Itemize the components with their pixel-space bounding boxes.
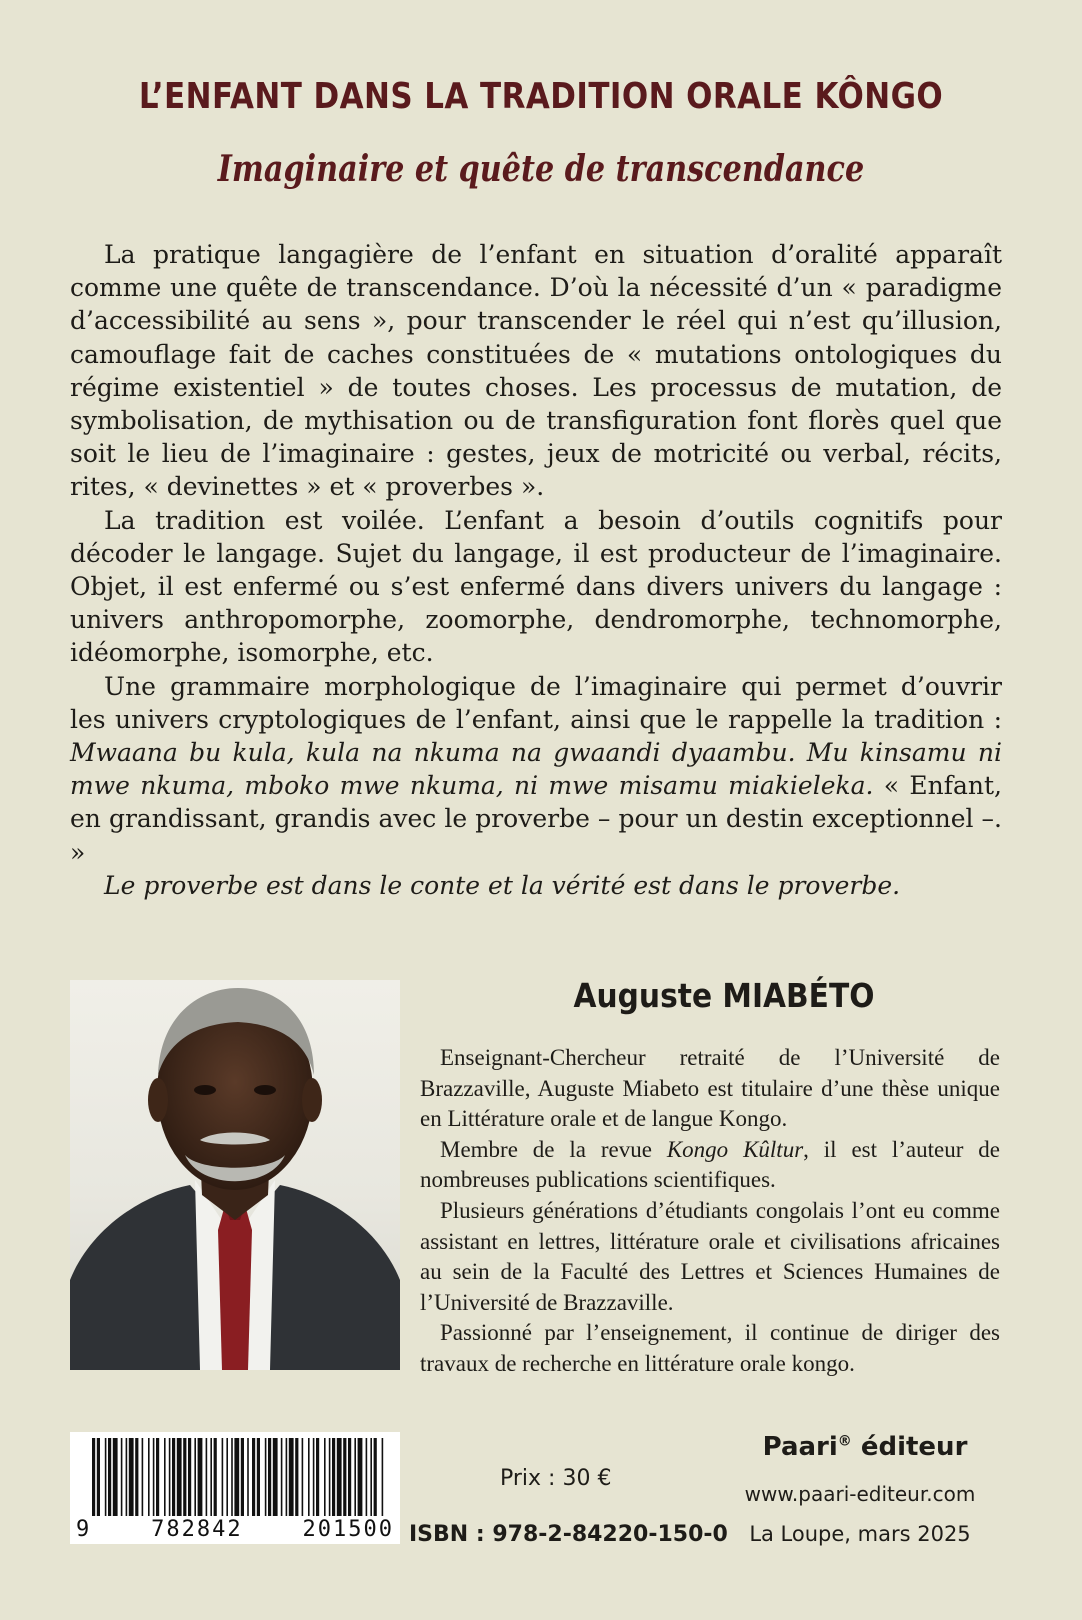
barcode-bar [234, 1438, 239, 1516]
bio-p2-end: , il est l’auteur de nombreuses publications scientifiques. [420, 1136, 1000, 1193]
barcode-bar [382, 1438, 384, 1516]
barcode-bar [348, 1438, 351, 1516]
barcode-bar [313, 1438, 315, 1516]
author-biography [420, 1043, 1000, 1380]
barcode-bar [316, 1438, 319, 1516]
barcode-bar [156, 1438, 159, 1516]
author-photo [70, 980, 400, 1370]
barcode-bar [222, 1438, 224, 1516]
barcode-bar [126, 1438, 128, 1516]
barcode-bar [332, 1438, 335, 1516]
barcode-bar [194, 1438, 196, 1516]
barcode-bar [188, 1438, 191, 1516]
barcode-bar [148, 1438, 150, 1516]
barcode-bar [374, 1438, 377, 1516]
barcode-bar [343, 1438, 346, 1516]
barcode-bar [226, 1438, 228, 1516]
barcode-bar [370, 1438, 372, 1516]
author-name: Auguste MIABÉTO [573, 976, 875, 1015]
isbn-barcode [70, 1432, 400, 1544]
barcode-bar [268, 1438, 271, 1516]
blurb-closing-line: Le proverbe est dans le conte et la vérité est dans le proverbe. [104, 870, 901, 900]
book-title: L’ENFANT DANS LA TRADITION ORALE KÔNGO [138, 76, 944, 117]
publisher-suffix: éditeur [851, 1432, 968, 1462]
barcode-bar [172, 1438, 175, 1516]
barcode-digit-group-2: 782842 [151, 1517, 243, 1542]
barcode-bar [169, 1438, 171, 1516]
barcode-bar [286, 1438, 288, 1516]
barcode-bar [324, 1438, 326, 1516]
barcode-bar [273, 1438, 278, 1516]
barcode-bar [329, 1438, 331, 1516]
barcode-bar [337, 1438, 342, 1516]
book-subtitle: Imaginaire et quête de transcendance [217, 148, 865, 190]
back-cover-blurb [70, 238, 1002, 902]
barcode-bar [354, 1438, 356, 1516]
barcode-bar [177, 1438, 182, 1516]
barcode-bar [105, 1438, 107, 1516]
isbn-label: ISBN : 978-2-84220-150-0 [409, 1522, 728, 1547]
price-label: Prix : 30 € [500, 1466, 612, 1491]
barcode-bar [92, 1438, 95, 1516]
barcode-bar [108, 1438, 111, 1516]
barcode-digits [70, 1517, 400, 1542]
registered-mark: ® [837, 1433, 852, 1450]
barcode-bar [257, 1438, 260, 1516]
barcode-bar [308, 1438, 310, 1516]
blurb-paragraph-1: La pratique langagière de l’enfant en situation d’oralité apparaît comme une quête de transcendance. D’où la nécessité d’un « paradigme d’accessibilité au sens », pour transcender le réel qui n’est qu’illusion, camouflage fait de caches constituées de « mutations ontologiques du régime existentiel » de toutes choses. Les processus de mutation, de symbolisation, de mythisation ou de transfiguration font florès quel que soit le lieu de l’imaginaire : gestes, jeux de motricité ou verbal, récits, rites, « devinettes » et « proverbes ». [70, 240, 1002, 502]
barcode-bar [358, 1438, 363, 1516]
barcode-bar [206, 1438, 208, 1516]
blurb-paragraph-2: La tradition est voilée. L’enfant a besoin d’outils cognitifs pour décoder le langage. Sujet du langage, il est producteur de l’imaginaire. Objet, il est enfermé ou s’est enfermé dans divers univers du langage : univers anthropomorphe, zoomorphe, dendromorphe, technomorphe, idéomorphe, isomorphe, etc. [70, 505, 1002, 668]
barcode-bar [198, 1438, 203, 1516]
publisher-name [740, 1432, 990, 1462]
barcode-bar [302, 1438, 304, 1516]
barcode-digit-group-1: 9 [76, 1517, 92, 1542]
barcode-bar [281, 1438, 283, 1516]
publisher-website: www.paari-editeur.com [744, 1482, 976, 1506]
proverb-translation: « Enfant, en grandissant, grandis avec le proverbe – pour un destin exceptionnel –. » [70, 771, 1003, 867]
blurb-p3-intro: Une grammaire morphologique de l’imaginaire qui permet d’ouvrir les univers cryptologiques de l’enfant, ainsi que le rappelle la tradition : [70, 671, 1002, 734]
journal-name: Kongo Kûltur [666, 1136, 804, 1162]
barcode-bar [252, 1438, 255, 1516]
barcode-bar [183, 1438, 186, 1516]
bio-paragraph-4: Passionné par l’enseignement, il continue de diriger des travaux de recherche en littérature orale kongo. [420, 1320, 1000, 1376]
barcode-bar [142, 1438, 144, 1516]
blurb-paragraph-3 [70, 670, 1002, 869]
barcode-bar [164, 1438, 166, 1516]
barcode-bar [210, 1438, 212, 1516]
barcode-bar [241, 1438, 244, 1516]
barcode-bar [153, 1438, 155, 1516]
barcode-bar [113, 1438, 118, 1516]
barcode-bar [231, 1438, 233, 1516]
barcode-bar [247, 1438, 249, 1516]
bio-p2-start: Membre de la revue [440, 1136, 667, 1162]
barcode-bar [214, 1438, 217, 1516]
author-portrait-image [70, 980, 400, 1370]
publication-place-date: La Loupe, mars 2025 [749, 1522, 971, 1546]
bio-paragraph-2 [420, 1135, 1000, 1196]
bio-paragraph-1: Enseignant-Chercheur retraité de l’Université de Brazzaville, Auguste Miabeto est titulaire d’une thèse unique en Littérature orale et de langue Kongo. [420, 1045, 1000, 1132]
barcode-bar [265, 1438, 267, 1516]
barcode-digit-group-3: 201500 [302, 1517, 394, 1542]
barcode-bar [121, 1438, 123, 1516]
barcode-bar [295, 1438, 298, 1516]
barcode-bar [97, 1438, 100, 1516]
barcode-bar [366, 1438, 368, 1516]
bio-paragraph-3: Plusieurs générations d’étudiants congolais l’ont eu comme assistant en lettres, littérature orale et civilisations africaines au sein de la Faculté des Lettres et Sciences Humaines de l’Université de Brazzaville. [420, 1197, 1000, 1315]
barcode-bar [129, 1438, 134, 1516]
publisher-brand: Paari [762, 1432, 838, 1462]
kongo-proverb: Mwaana bu kula, kula na nkuma na gwaandi dyaambu. Mu kinsamu ni mwe nkuma, mboko mwe nkuma, ni mwe misamu miakieleka. [70, 738, 1002, 801]
barcode-bar [289, 1438, 294, 1516]
barcode-bar [135, 1438, 138, 1516]
